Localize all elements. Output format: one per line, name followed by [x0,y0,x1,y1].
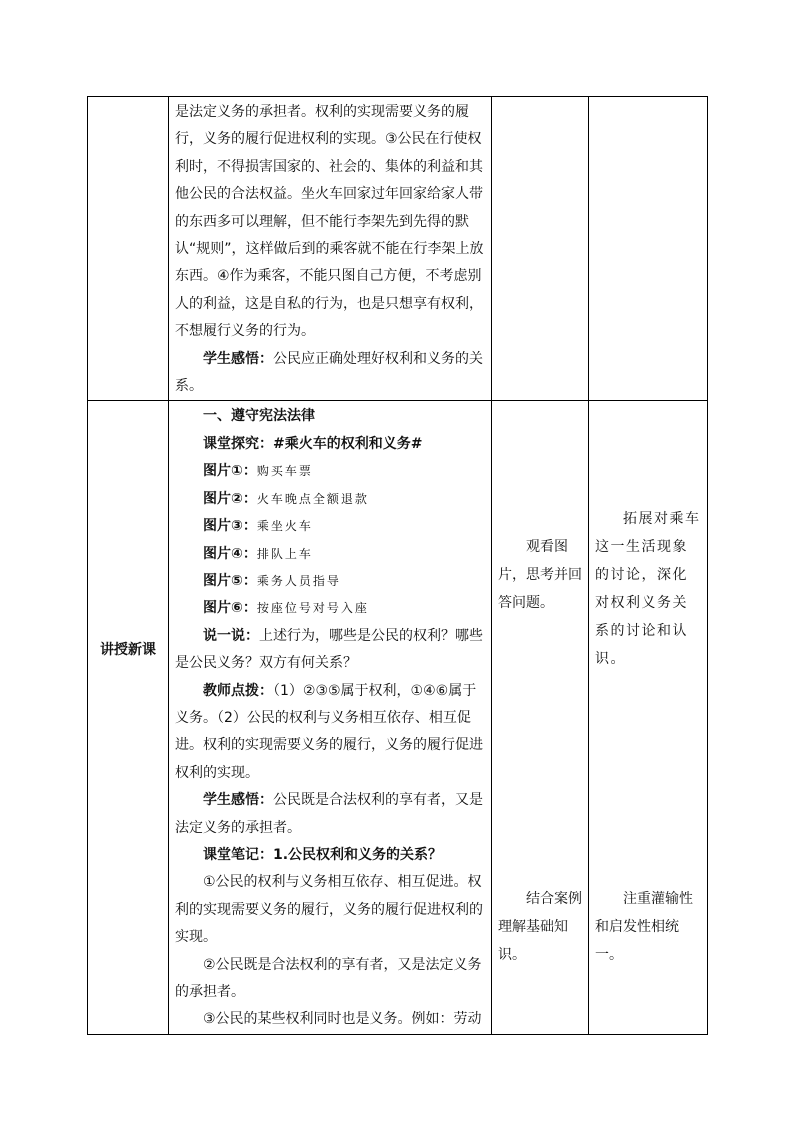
inquiry-line [175,431,487,458]
content-cell [169,97,492,401]
picture-item: 图片④：排队上车 [203,545,313,562]
student-insight [175,787,487,842]
picture-item: 图片③：乘坐火车 [203,518,313,535]
design-intent-cell [589,401,708,1034]
design-intent-cell [589,97,708,401]
teacher-label: 教师点拨： [203,682,273,699]
table-row [88,401,708,1034]
student-activity-cell [492,97,589,401]
insight-text: 公民应正确处理好权利和义务的关系。 [175,350,483,395]
picture-item: 图片②：火车晚点全额退款 [203,490,369,507]
notes-label: 课堂笔记： [203,846,273,863]
picture-item: 图片①：购买车票 [203,463,313,480]
class-notes [175,842,487,869]
design-intent-text: 拓展对乘车这一生活现象的讨论，深化对权利义务关系的讨论和认识。 [595,511,701,668]
student-activity-text: 观看图片，思考并回答问题。 [498,539,582,612]
content-cell [169,401,492,1034]
section-title: 一、遵守宪法法律 [203,408,315,425]
notes-item: ②公民既是合法权利的享有者，又是法定义务的承担者。 [175,956,482,1000]
stage-cell [88,401,169,1034]
say-a-say [175,623,487,678]
paragraph: 是法定义务的承担者。权利的实现需要义务的履行，义务的履行促进权利的实现。③公民在行使权利时，不得损害国家的、社会的、集体的利益和其他公民的合法权益。坐火车回家过年回家给家人带的东西多可以理解，但不能行李架先到先得的默认“规则”，这样做后到的乘客就不能在行李架上放东西。④作为乘客，不能只图自己方便，不考虑别人的利益，这是自私的行为，也是只想享有权利，不想履行义务的行为。 [175,104,484,340]
inquiry-label: 课堂探究： [203,435,273,452]
notes-title: 1.公民权利和义务的关系？ [273,846,443,863]
say-text: 上述行为，哪些是公民的权利？哪些是公民义务？双方有何关系？ [175,627,483,672]
student-activity-text: 结合案例理解基础知识。 [498,891,582,964]
insight-text: 公民既是合法权利的享有者，又是法定义务的承担者。 [175,792,483,836]
teacher-guidance [175,678,487,788]
stage-label: 讲授新课 [100,642,156,659]
insight-label: 学生感悟： [203,792,273,809]
notes-item: ③公民的某些权利同时也是义务。例如：劳动 [203,1011,482,1028]
lesson-plan-table [87,96,708,1035]
picture-item: 图片⑥：按座位号对号入座 [203,600,369,617]
inquiry-title: #乘火车的权利和义务# [273,435,423,452]
picture-item: 图片⑤：乘务人员指导 [203,572,341,589]
design-intent-text: 注重灌输性和启发性相统一。 [595,891,693,964]
student-insight [175,346,487,401]
insight-label: 学生感悟： [203,350,273,367]
stage-cell [88,97,169,401]
student-activity-cell [492,401,589,1034]
teacher-text: （1）②③⑤属于权利，①④⑥属于义务。（2）公民的权利与义务相互依存、相互促进。权利的实现需要义务的履行，义务的履行促进权利的实现。 [175,682,483,781]
table-row [88,97,708,401]
notes-item: ①公民的权利与义务相互依存、相互促进。权利的实现需要义务的履行，义务的履行促进权利的实现。 [175,874,483,946]
say-label: 说一说： [203,627,259,644]
